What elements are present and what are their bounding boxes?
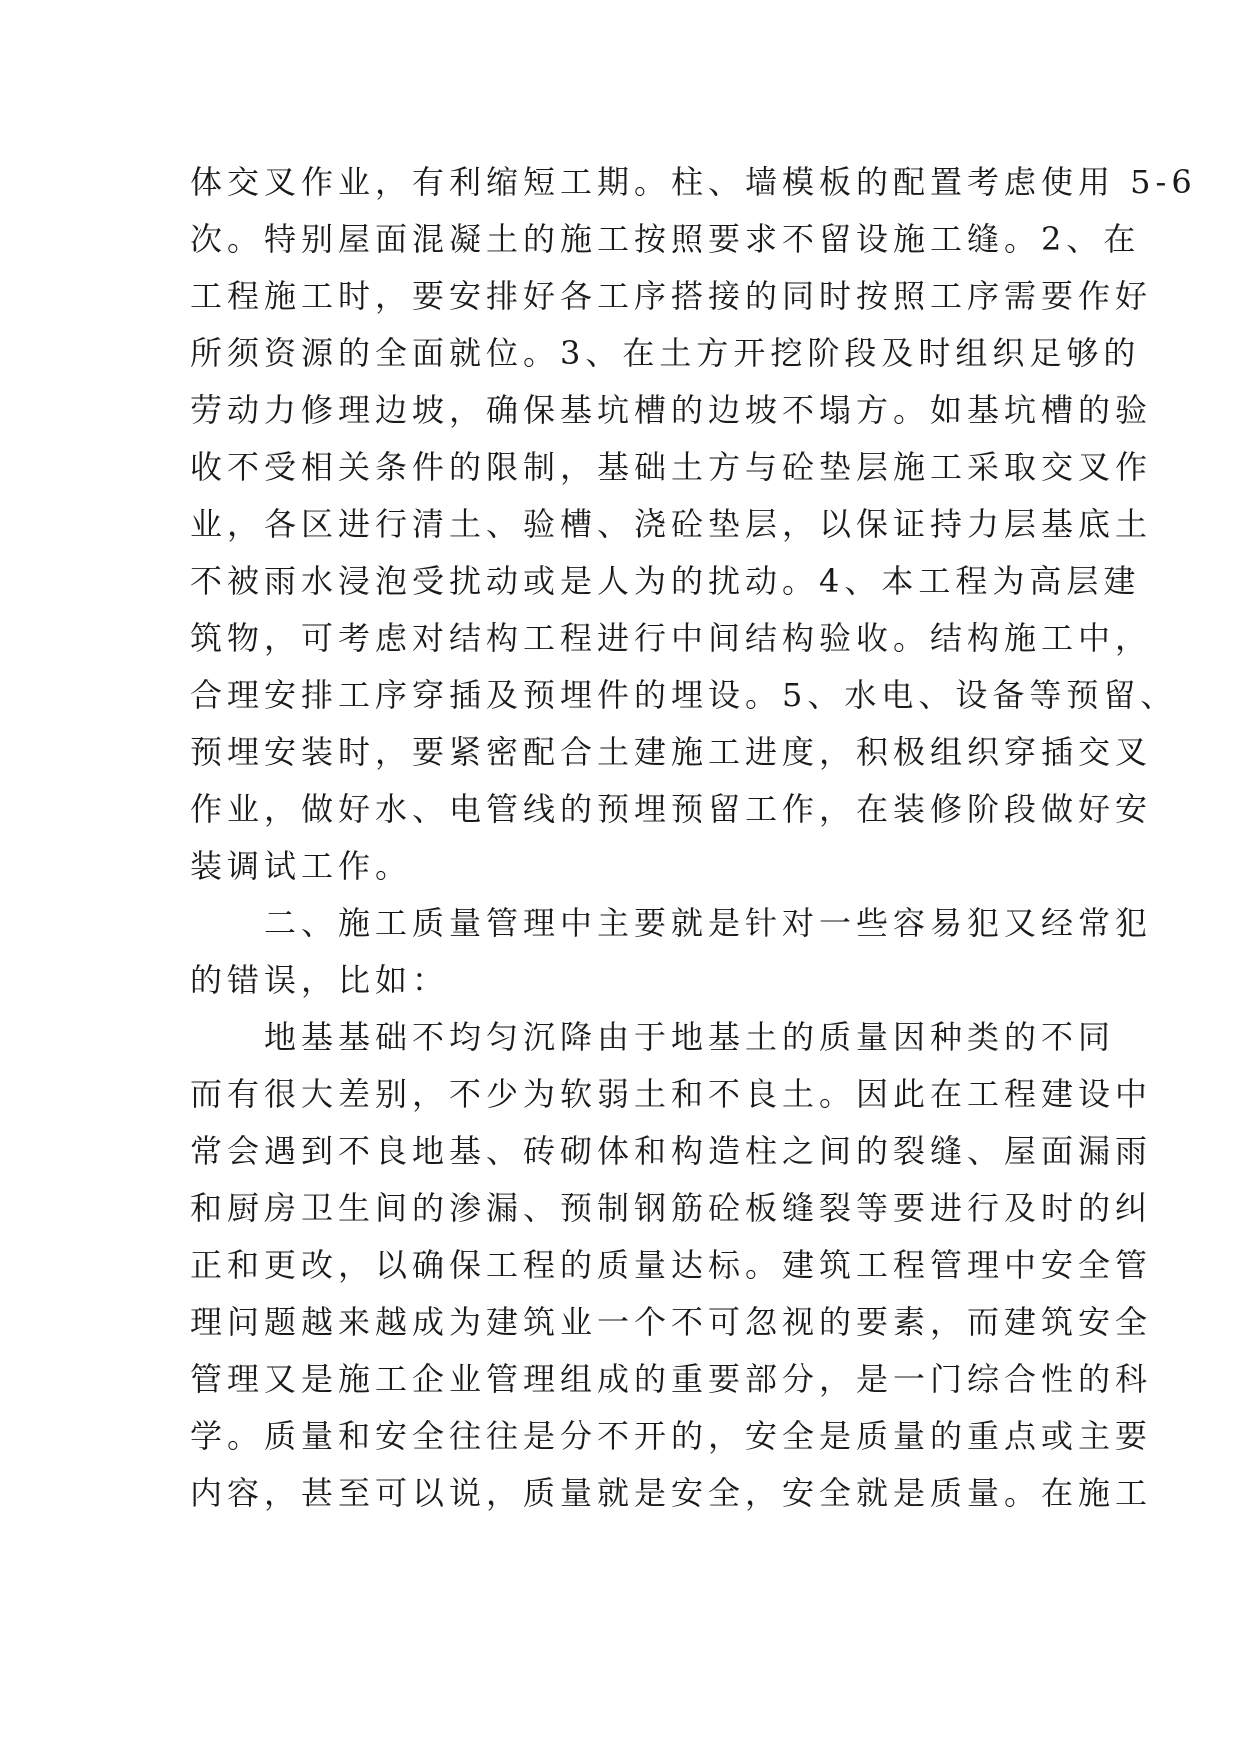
text-line: 次。特别屋面混凝土的施工按照要求不留设施工缝。2、在 xyxy=(190,220,1141,258)
text-line: 的错误，比如： xyxy=(190,961,450,999)
text-line: 工程施工时，要安排好各工序搭接的同时按照工序需要作好 xyxy=(190,277,1153,315)
text-line: 正和更改，以确保工程的质量达标。建筑工程管理中安全管 xyxy=(190,1246,1153,1284)
text-line: 预埋安装时，要紧密配合土建施工进度，积极组织穿插交叉 xyxy=(190,733,1153,771)
text-line: 地基基础不均匀沉降由于地基土的质量因种类的不同 xyxy=(190,1018,1116,1056)
text-line: 收不受相关条件的限制，基础土方与砼垫层施工采取交叉作 xyxy=(190,448,1153,486)
text-line: 和厨房卫生间的渗漏、预制钢筋砼板缝裂等要进行及时的纠 xyxy=(190,1189,1153,1227)
text-line: 不被雨水浸泡受扰动或是人为的扰动。4、本工程为高层建 xyxy=(190,562,1141,600)
text-line: 合理安排工序穿插及预埋件的埋设。5、水电、设备等预留、 xyxy=(190,676,1178,714)
body-text xyxy=(190,154,1197,1522)
text-line: 管理又是施工企业管理组成的重要部分，是一门综合性的科 xyxy=(190,1360,1153,1398)
text-line: 装调试工作。 xyxy=(190,847,413,885)
text-line: 筑物，可考虑对结构工程进行中间结构验收。结构施工中， xyxy=(190,619,1153,657)
text-line: 内容，甚至可以说，质量就是安全，安全就是质量。在施工 xyxy=(190,1474,1153,1512)
text-line: 劳动力修理边坡，确保基坑槽的边坡不塌方。如基坑槽的验 xyxy=(190,391,1153,429)
text-line: 二、施工质量管理中主要就是针对一些容易犯又经常犯 xyxy=(190,904,1153,942)
text-line: 业，各区进行清土、验槽、浇砼垫层，以保证持力层基底土 xyxy=(190,505,1153,543)
text-line: 所须资源的全面就位。3、在土方开挖阶段及时组织足够的 xyxy=(190,334,1141,372)
text-line: 而有很大差别，不少为软弱土和不良土。因此在工程建设中 xyxy=(190,1075,1153,1113)
text-line: 理问题越来越成为建筑业一个不可忽视的要素，而建筑安全 xyxy=(190,1303,1153,1341)
text-line: 体交叉作业，有利缩短工期。柱、墙模板的配置考虑使用 5-6 xyxy=(190,163,1197,201)
text-line: 作业，做好水、电管线的预埋预留工作，在装修阶段做好安 xyxy=(190,790,1153,828)
text-line: 学。质量和安全往往是分不开的，安全是质量的重点或主要 xyxy=(190,1417,1153,1455)
text-line: 常会遇到不良地基、砖砌体和构造柱之间的裂缝、屋面漏雨 xyxy=(190,1132,1153,1170)
